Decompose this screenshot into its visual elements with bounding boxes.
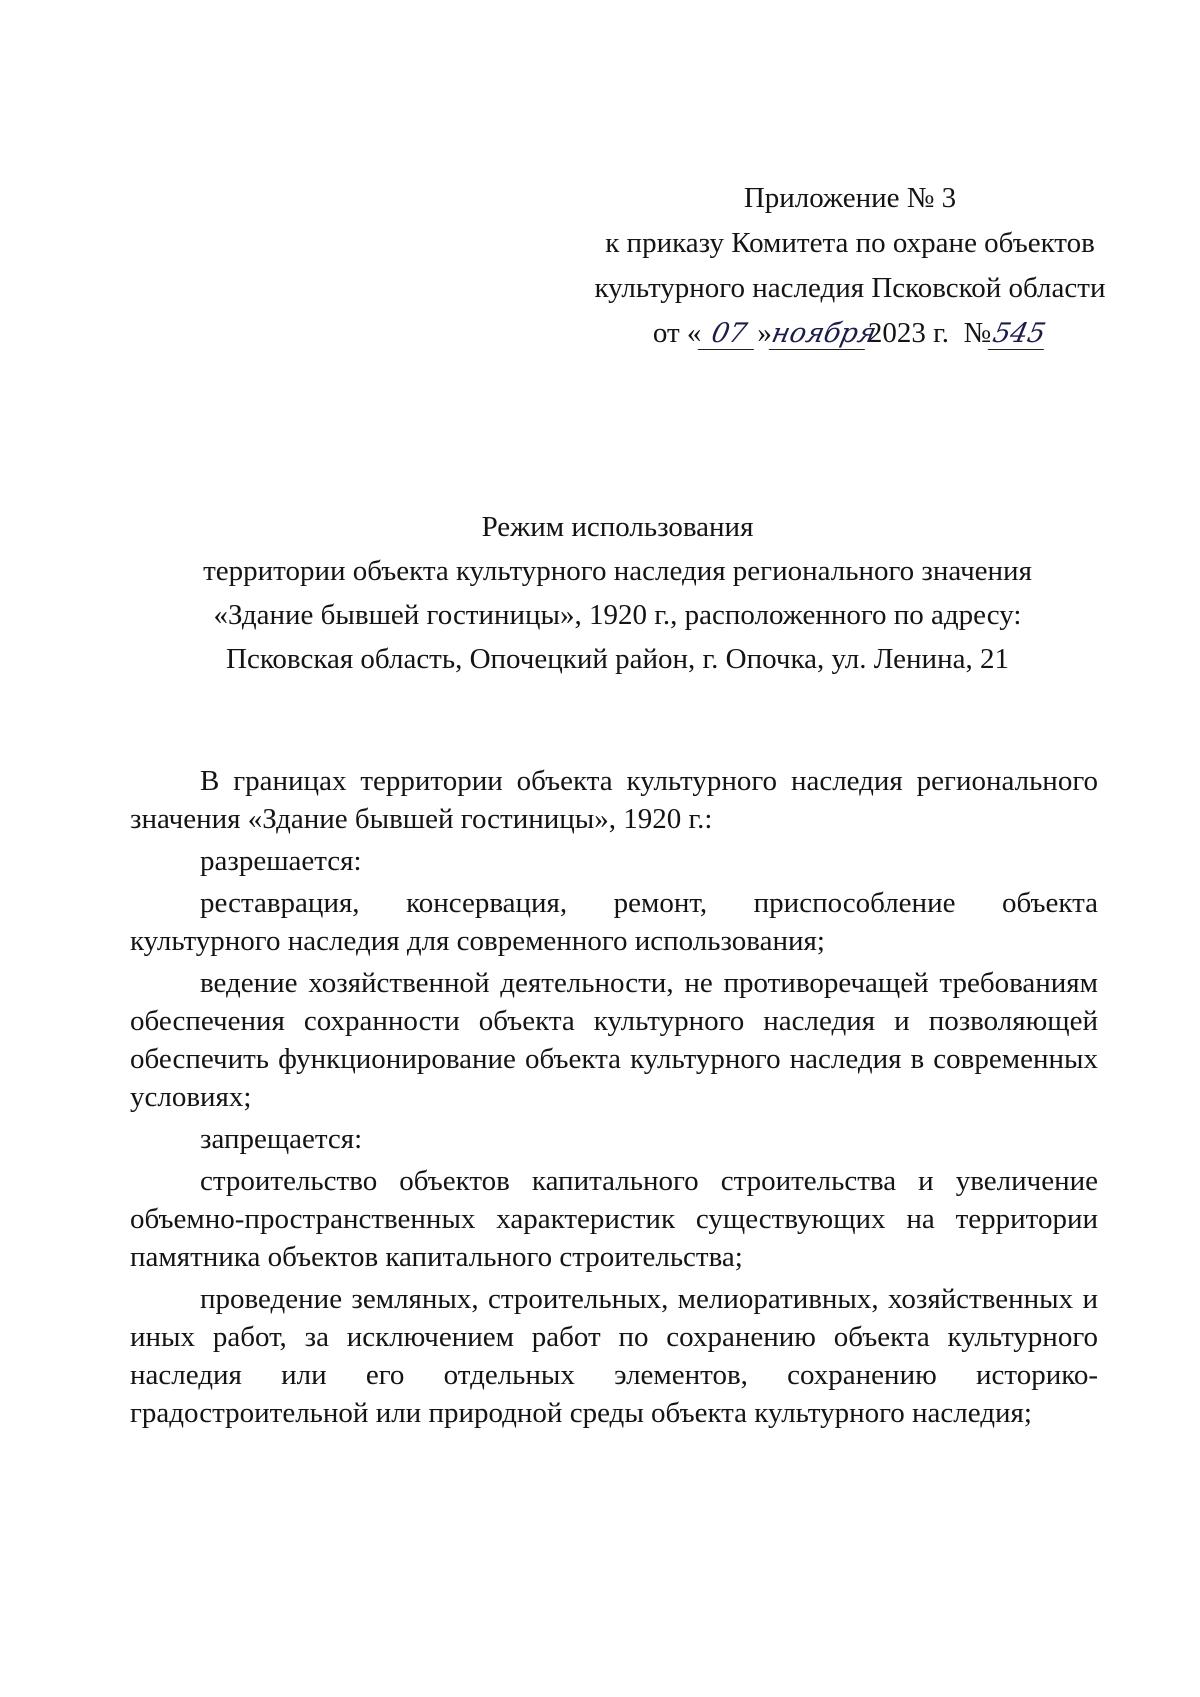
title-line-3: «Здание бывшей гостиницы», 1920 г., расположенного по адресу:: [213, 599, 1022, 631]
date-prefix: от «: [652, 317, 702, 349]
forbidden-heading: запрещается:: [200, 1123, 363, 1155]
intro-paragraph: В границах территории объекта культурного наследия регионального значения «Здание бывшей гостиницы», 1920 г.:: [130, 765, 1098, 835]
appendix-number: Приложение № 3: [743, 182, 957, 214]
handwritten-number: 545: [988, 319, 1051, 350]
appendix-committee: культурного наследия Псковской области: [594, 272, 1106, 304]
document-body: [130, 762, 1098, 1436]
title-line-4: Псковская область, Опочецкий район, г. Опочка, ул. Ленина, 21: [226, 643, 1009, 675]
allowed-heading: разрешается:: [200, 845, 362, 877]
allowed-item-economic-activity: ведение хозяйственной деятельности, не противоречащей требованиям обеспечения сохранности объекта культурного наследия и позволяющей обеспечить функционирование объекта культурного наследия в современных условиях;: [130, 967, 1098, 1113]
order-date-line: [580, 311, 1120, 356]
number-prefix: №: [963, 317, 992, 349]
handwritten-day: 07: [698, 319, 761, 350]
date-mid: »: [757, 317, 772, 349]
appendix-header: [580, 176, 1120, 356]
document-title: [150, 505, 1085, 681]
appendix-order-ref: к приказу Комитета по охране объектов: [605, 227, 1095, 259]
title-line-1: Режим использования: [481, 511, 754, 543]
handwritten-month: ноября: [768, 318, 879, 349]
title-line-2: территории объекта культурного наследия регионального значения: [203, 555, 1032, 587]
forbidden-item-works: проведение земляных, строительных, мелиоративных, хозяйственных и иных работ, за исключением работ по сохранению объекта культурного наследия или его отдельных элементов, сохранению историко-градостроительной или природной среды объекта культурного наследия;: [130, 1283, 1098, 1429]
allowed-item-restoration: реставрация, консервация, ремонт, приспособление объекта культурного наследия для современного использования;: [130, 887, 1098, 957]
date-year: 2023 г.: [867, 317, 949, 349]
forbidden-item-construction: строительство объектов капитального строительства и увеличение объемно-пространственных характеристик существующих на территории памятника объектов капитального строительства;: [130, 1165, 1098, 1273]
